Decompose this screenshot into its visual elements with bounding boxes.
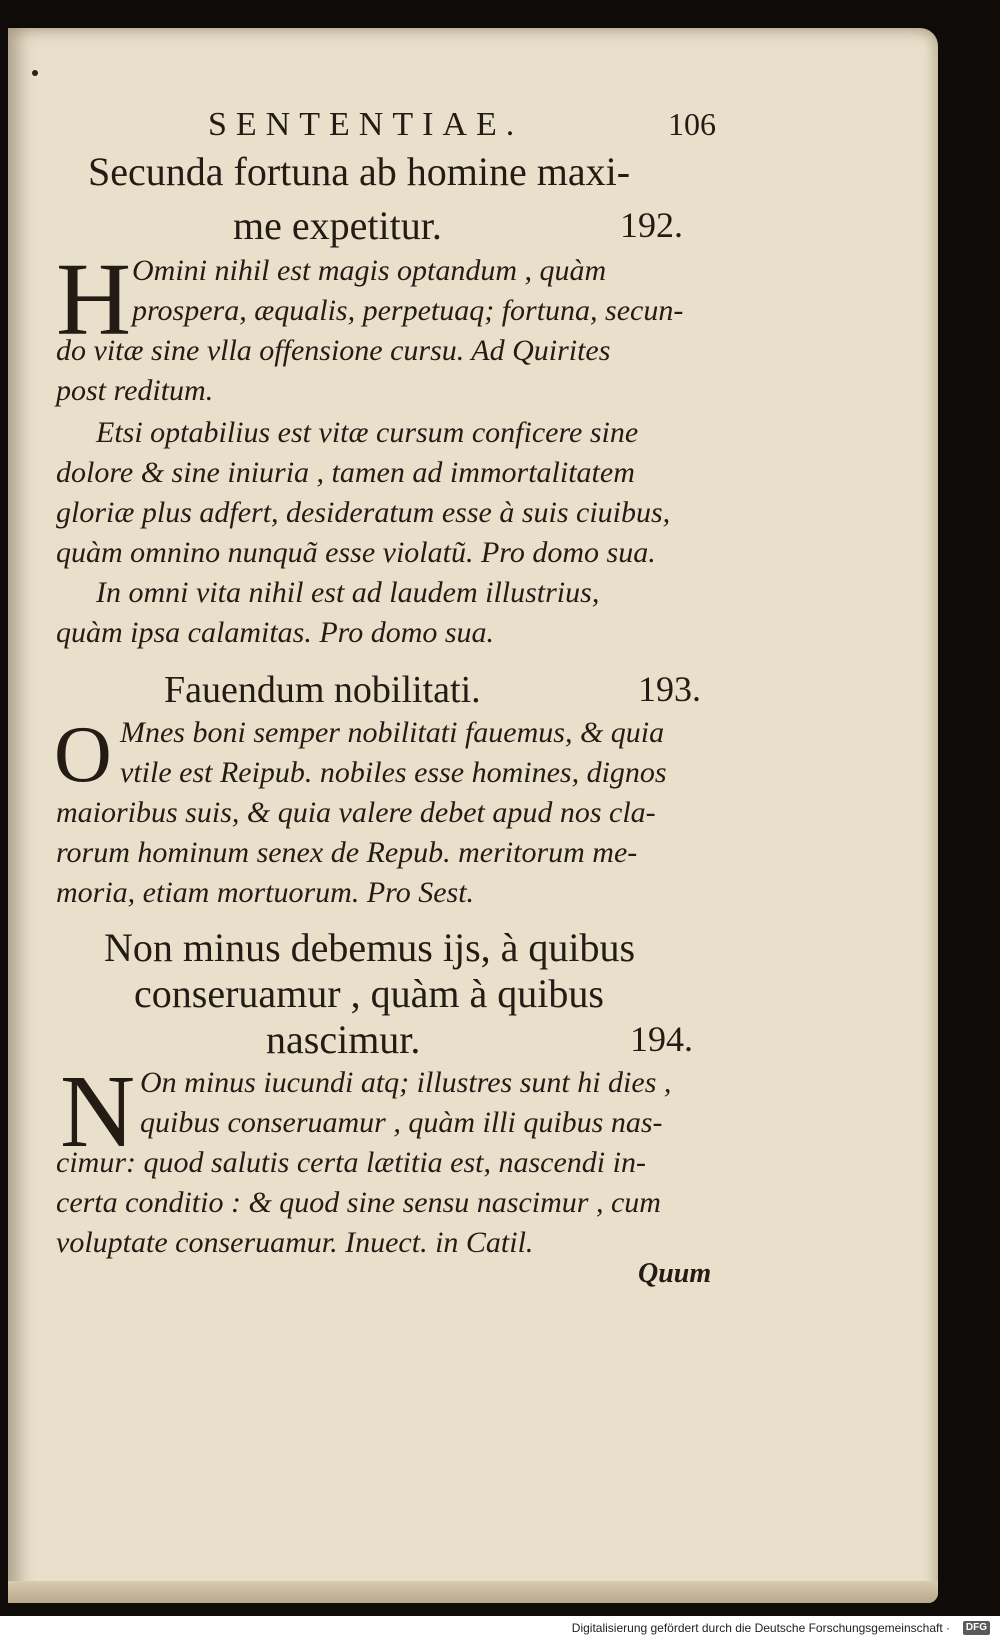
footer-bar <box>0 1616 1000 1642</box>
running-head: SENTENTIAE. <box>208 106 524 143</box>
drop-cap: O <box>54 711 112 799</box>
text-line: do vitæ sine vlla offensione cursu. Ad Quirites <box>56 334 611 367</box>
section-number: 193. <box>638 669 701 709</box>
text-line: post reditum. <box>56 374 214 407</box>
text-line: Etsi optabilius est vitæ cursum conficere sine <box>96 416 639 449</box>
section-title-line: Non minus debemus ijs, à quibus <box>104 925 636 970</box>
text-line: voluptate conseruamur. Inuect. in Catil. <box>56 1226 534 1259</box>
text-line: quibus conseruamur , quàm illi quibus nas- <box>140 1106 663 1139</box>
section-title-line: me expetitur. <box>233 203 442 248</box>
section-number: 192. <box>620 205 683 245</box>
ink-spot <box>32 70 38 76</box>
section-title-line: nascimur. <box>266 1017 421 1062</box>
section-title-line: conseruamur , quàm à quibus <box>134 971 604 1016</box>
section-title-line: Secunda fortuna ab homine maxi- <box>88 149 631 194</box>
text-line: dolore & sine iniuria , tamen ad immortalitatem <box>56 456 635 489</box>
drop-cap: H <box>56 242 132 357</box>
text-line: Mnes boni semper nobilitati fauemus, & quia <box>120 716 665 749</box>
text-line: rorum hominum senex de Repub. meritorum me- <box>56 836 638 869</box>
text-line: gloriæ plus adfert, desideratum esse à suis ciuibus, <box>56 496 671 529</box>
section-title-line: Fauendum nobilitati. <box>164 669 481 711</box>
text-line: Omini nihil est magis optandum , quàm <box>132 254 607 287</box>
text-line: prospera, æqualis, perpetuaq; fortuna, secun- <box>132 294 684 327</box>
catchword: Quum <box>638 1258 712 1289</box>
section-number: 194. <box>630 1019 693 1059</box>
text-line: On minus iucundi atq; illustres sunt hi dies , <box>140 1066 672 1099</box>
drop-cap: N <box>60 1054 136 1169</box>
book-page <box>8 28 938 1603</box>
text-line: cimur: quod salutis certa lætitia est, nascendi in- <box>56 1146 646 1179</box>
digitization-credit: Digitalisierung gefördert durch die Deutsche Forschungsgemeinschaft · <box>571 1621 950 1635</box>
text-line: quàm omnino nunquã esse violatũ. Pro domo sua. <box>56 536 656 569</box>
page-number: 106 <box>668 106 716 142</box>
text-line: certa conditio : & quod sine sensu nascimur , cum <box>56 1186 661 1219</box>
text-line: In omni vita nihil est ad laudem illustrius, <box>96 576 600 609</box>
dfg-logo-icon: DFG <box>963 1621 990 1635</box>
text-line: vtile est Reipub. nobiles esse homines, dignos <box>120 756 667 789</box>
text-line: quàm ipsa calamitas. Pro domo sua. <box>56 616 495 649</box>
text-line: moria, etiam mortuorum. Pro Sest. <box>56 876 475 909</box>
text-line: maioribus suis, & quia valere debet apud nos cla- <box>56 796 656 829</box>
